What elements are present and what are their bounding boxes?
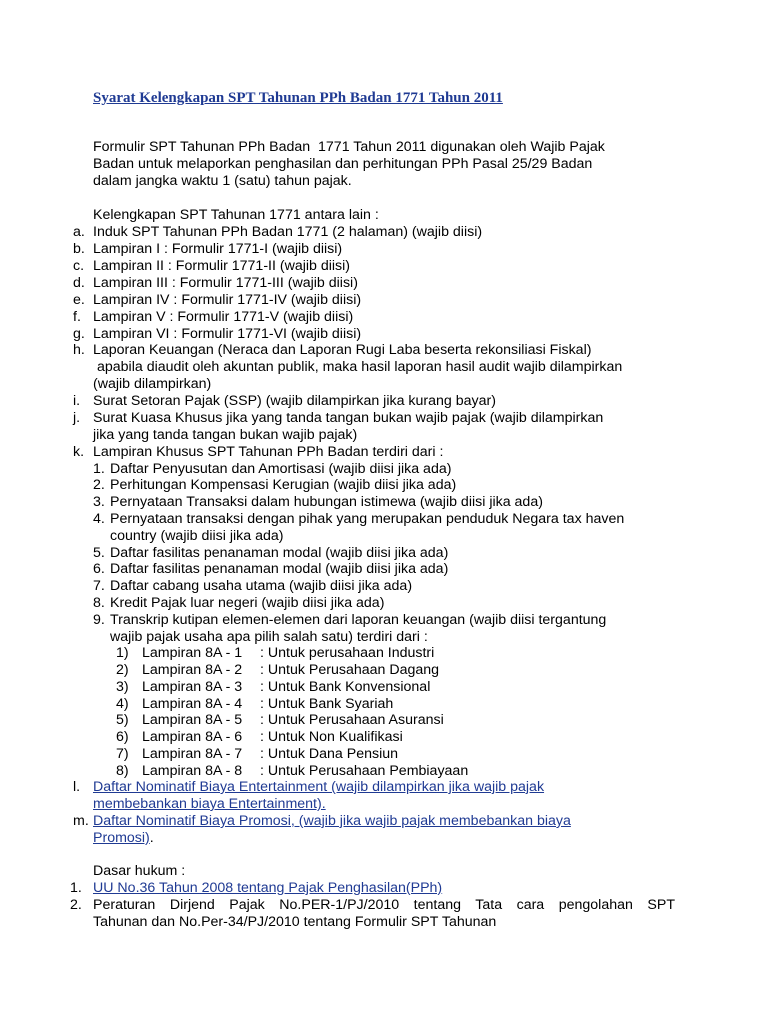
lampiran-label: Lampiran 8A - 6 <box>142 729 243 745</box>
lampiran-desc: : Untuk Perusahaan Asuransi <box>260 712 444 728</box>
entertainment-link[interactable]: Daftar Nominatif Biaya Entertainment (wajib dilampirkan jika wajib pajak <box>93 779 545 795</box>
list-marker: e. <box>73 292 85 308</box>
list-marker: 7. <box>93 578 105 594</box>
entertainment-link[interactable]: membebankan biaya Entertainment). <box>93 796 326 812</box>
list-text: Lampiran III : Formulir 1771-III (wajib diisi) <box>93 275 358 291</box>
lampiran-label: Lampiran 8A - 4 <box>142 696 243 712</box>
list-text: Daftar Penyusutan dan Amortisasi (wajib diisi jika ada) <box>110 461 452 477</box>
list-text: Lampiran VI : Formulir 1771-VI (wajib diisi) <box>93 326 362 342</box>
list-marker: 3. <box>93 494 105 510</box>
list-text: Surat Setoran Pajak (SSP) (wajib dilampirkan jika kurang bayar) <box>93 393 496 409</box>
lampiran-desc: : Untuk Perusahaan Pembiayaan <box>260 763 469 779</box>
dasar-hukum-heading: Dasar hukum : <box>93 863 186 879</box>
list-marker: 4. <box>93 511 105 527</box>
list-text: Peraturan Dirjend Pajak No.PER-1/PJ/2010 tentang Tata cara pengolahan SPT <box>93 897 675 913</box>
intro-line: Formulir SPT Tahunan PPh Badan 1771 Tahun 2011 digunakan oleh Wajib Pajak <box>93 139 605 155</box>
lampiran-desc: : Untuk Perusahaan Dagang <box>260 662 440 678</box>
list-text: country (wajib diisi jika ada) <box>110 528 284 544</box>
lampiran-label: Lampiran 8A - 3 <box>142 679 243 695</box>
list-marker: 5) <box>116 712 129 728</box>
list-marker: 1. <box>93 461 105 477</box>
list-marker: 4) <box>116 696 129 712</box>
list-marker: b. <box>73 241 85 257</box>
list-text: (wajib dilampirkan) <box>93 376 212 392</box>
lampiran-desc: : Untuk Non Kualifikasi <box>260 729 403 745</box>
list-text: Transkrip kutipan elemen-elemen dari laporan keuangan (wajib diisi tergantung <box>110 612 607 628</box>
list-marker: h. <box>73 342 85 358</box>
list-text: wajib pajak usaha apa pilih salah satu) terdiri dari : <box>110 629 428 645</box>
lampiran-desc: : Untuk Dana Pensiun <box>260 746 399 762</box>
list-text: Daftar fasilitas penanaman modal (wajib diisi jika ada) <box>110 545 449 561</box>
kelengkapan-heading: Kelengkapan SPT Tahunan 1771 antara lain : <box>93 207 379 223</box>
list-marker: 1) <box>116 645 129 661</box>
list-marker: k. <box>73 444 85 460</box>
list-marker: 2. <box>70 897 82 913</box>
period: . <box>149 830 154 846</box>
list-marker: m. <box>73 813 89 829</box>
list-marker: 8) <box>116 763 129 779</box>
list-marker: 6) <box>116 729 129 745</box>
list-marker: c. <box>73 258 85 274</box>
lampiran-desc: : Untuk Bank Konvensional <box>260 679 431 695</box>
document-title: Syarat Kelengkapan SPT Tahunan PPh Badan 1771 Tahun 2011 <box>93 90 503 106</box>
list-text: jika yang tanda tangan bukan wajib pajak) <box>93 427 358 443</box>
list-marker: 5. <box>93 545 105 561</box>
list-marker: 7) <box>116 746 129 762</box>
list-text: Kredit Pajak luar negeri (wajib diisi jika ada) <box>110 595 385 611</box>
list-text: Daftar fasilitas penanaman modal (wajib diisi jika ada) <box>110 561 449 577</box>
list-text: Tahunan dan No.Per-34/PJ/2010 tentang Formulir SPT Tahunan <box>93 914 497 930</box>
list-text: Laporan Keuangan (Neraca dan Laporan Rugi Laba beserta rekonsiliasi Fiskal) <box>93 342 592 358</box>
list-marker: i. <box>73 393 81 409</box>
list-marker: 9. <box>93 612 105 628</box>
list-text: Lampiran II : Formulir 1771-II (wajib diisi) <box>93 258 351 274</box>
promosi-link[interactable]: Daftar Nominatif Biaya Promosi, (wajib jika wajib pajak membebankan biaya <box>93 813 571 829</box>
list-marker: 2. <box>93 477 105 493</box>
lampiran-label: Lampiran 8A - 1 <box>142 645 243 661</box>
lampiran-desc: : Untuk Bank Syariah <box>260 696 394 712</box>
list-text: Lampiran V : Formulir 1771-V (wajib diisi) <box>93 309 354 325</box>
list-marker: d. <box>73 275 85 291</box>
promosi-line <box>93 830 154 847</box>
list-marker: g. <box>73 326 85 342</box>
list-text: Pernyataan Transaksi dalam hubungan istimewa (wajib diisi jika ada) <box>110 494 543 510</box>
list-marker: l. <box>73 779 81 795</box>
intro-line: dalam jangka waktu 1 (satu) tahun pajak. <box>93 173 352 189</box>
list-text: apabila diaudit oleh akuntan publik, maka hasil laporan hasil audit wajib dilampirkan <box>97 359 623 375</box>
lampiran-label: Lampiran 8A - 2 <box>142 662 243 678</box>
list-text: Surat Kuasa Khusus jika yang tanda tangan bukan wajib pajak (wajib dilampirkan <box>93 410 604 426</box>
list-marker: 2) <box>116 662 129 678</box>
lampiran-label: Lampiran 8A - 8 <box>142 763 243 779</box>
lampiran-label: Lampiran 8A - 7 <box>142 746 243 762</box>
list-text: Pernyataan transaksi dengan pihak yang merupakan penduduk Negara tax haven <box>110 511 625 527</box>
list-marker: 8. <box>93 595 105 611</box>
uu-link[interactable]: UU No.36 Tahun 2008 tentang Pajak Penghasilan(PPh) <box>93 880 443 896</box>
list-marker: 6. <box>93 561 105 577</box>
list-text: Lampiran Khusus SPT Tahunan PPh Badan terdiri dari : <box>93 444 444 460</box>
list-marker: a. <box>73 224 85 240</box>
list-marker: 3) <box>116 679 129 695</box>
intro-line: Badan untuk melaporkan penghasilan dan perhitungan PPh Pasal 25/29 Badan <box>93 156 593 172</box>
list-text: Induk SPT Tahunan PPh Badan 1771 (2 halaman) (wajib diisi) <box>93 224 483 240</box>
lampiran-label: Lampiran 8A - 5 <box>142 712 243 728</box>
list-marker: 1. <box>70 880 82 896</box>
list-text: Daftar cabang usaha utama (wajib diisi jika ada) <box>110 578 413 594</box>
list-marker: j. <box>73 410 81 426</box>
lampiran-desc: : Untuk perusahaan Industri <box>260 645 435 661</box>
list-text: Perhitungan Kompensasi Kerugian (wajib diisi jika ada) <box>110 477 457 493</box>
list-text: Lampiran I : Formulir 1771-I (wajib diisi) <box>93 241 343 257</box>
promosi-link[interactable]: Promosi) <box>93 830 150 846</box>
list-text: Lampiran IV : Formulir 1771-IV (wajib diisi) <box>93 292 362 308</box>
list-marker: f. <box>73 309 81 325</box>
